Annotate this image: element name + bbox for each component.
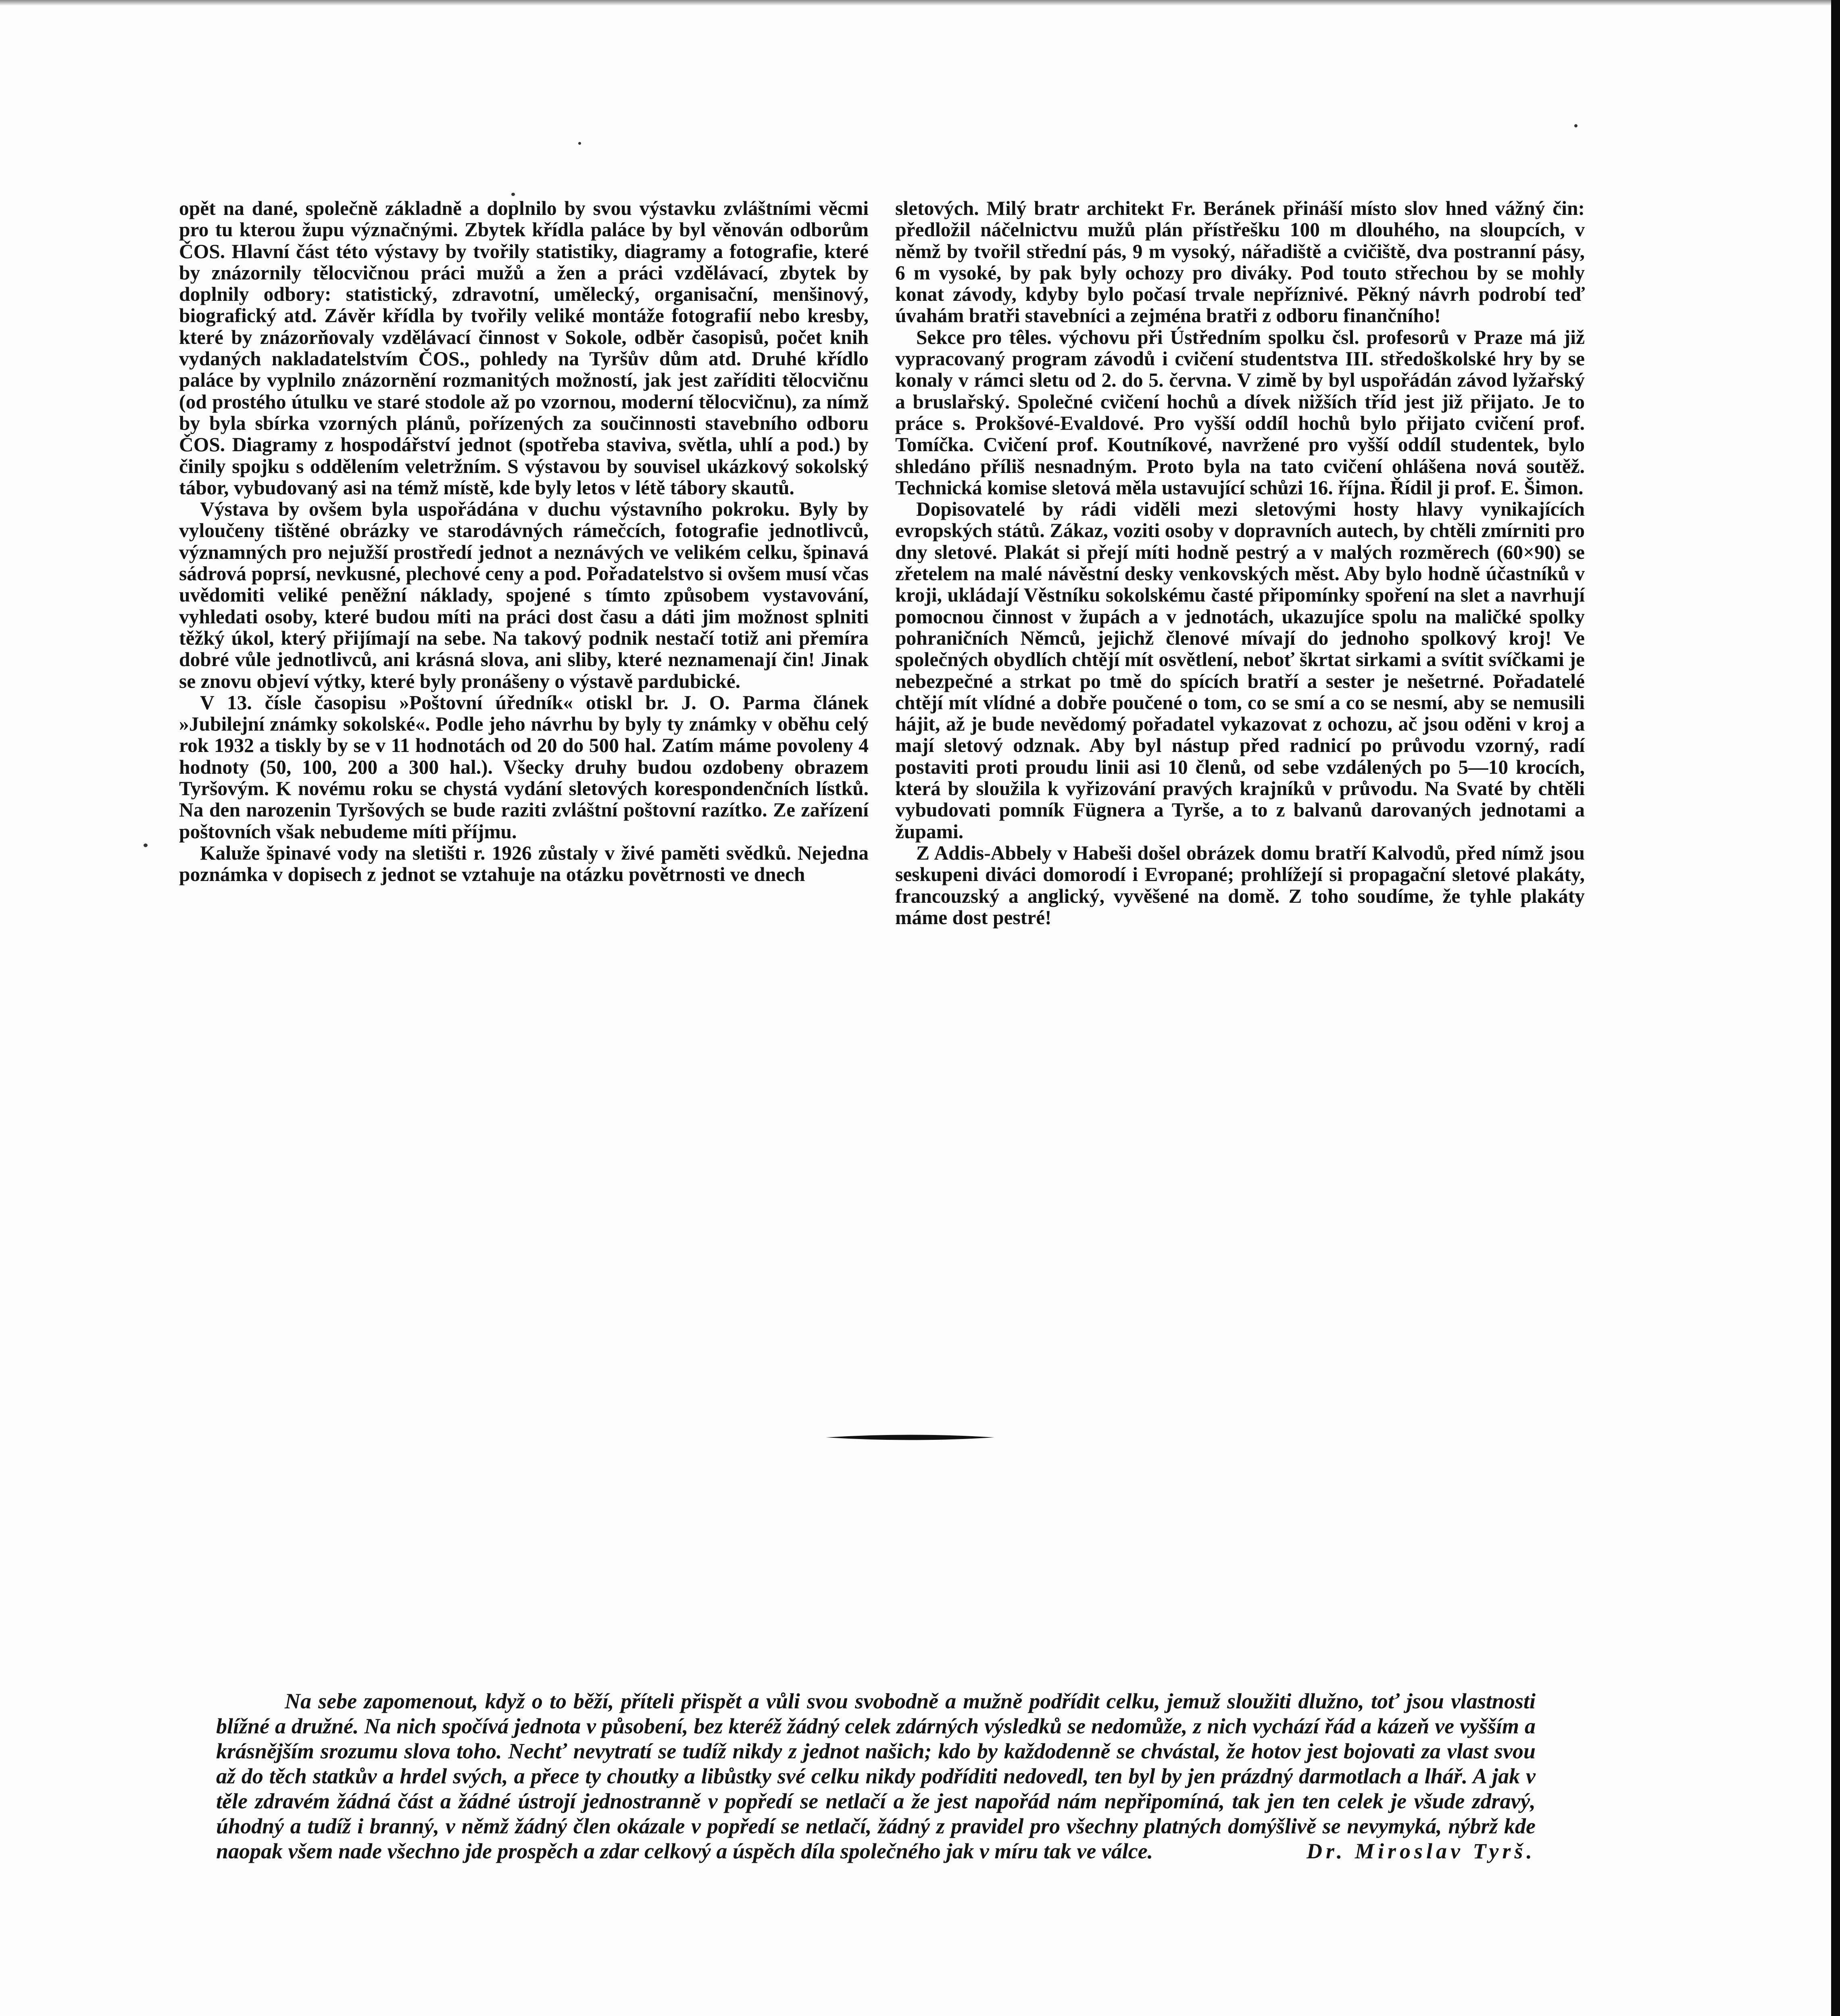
scan-speck bbox=[511, 193, 515, 196]
paragraph: Kaluže špinavé vody na sletišti r. 1926 zůstaly v živé paměti svědků. Nejedna poznámka v dopisech z jednot se vztahuje na otázku povětrnosti ve dnech bbox=[179, 841, 869, 886]
scan-speck bbox=[1574, 124, 1577, 127]
quote-text bbox=[216, 1689, 1536, 1864]
tyrs-quote bbox=[216, 1689, 1536, 1864]
scan-edge-right bbox=[1831, 0, 1840, 2016]
paragraph: Sekce pro têles. výchovu při Ústředním spolku čsl. profesorů v Praze má již vypracovaný program závodů i cvičení studentstva III. středoškolské hry by se konaly v rámci sletu od 2. do 5. června. V zimě by byl uspořádán závod lyžařský a bruslařský. Společné cvičení hochů a dívek nižších tříd jest již přijato. Je to práce s. Prokšové-Evaldové. Pro vyšší oddíl hochů bylo přijato cvičení prof. Tomíčka. Cvičení prof. Koutníkové, navržené pro vyšší oddíl studentek, bylo shledáno příliš nesnadným. Proto byla na tato cvičení ohlášena nová soutěž. Technická komise sletová měla ustavující schůzi 16. října. Řídil ji prof. E. Šimon. bbox=[895, 326, 1585, 499]
section-divider bbox=[826, 1433, 994, 1442]
quote-author: Dr. Miroslav Tyrš. bbox=[1306, 1839, 1536, 1863]
paragraph: Dopisovatelé by rádi viděli mezi sletovými hosty hlavy vynikajících evropských států. Zákaz, voziti osoby v dopravních autech, by chtěli zmírniti pro dny sletové. Plakát si přejí míti hodně pestrý a v malých rozměrech (60×90) se zřetelem na malé návěstní desky venkovských měst. Aby bylo hodně účastníků v kroji, ukládají Věstníku sokolskému časté připomínky spoření na slet a navrhují pomocnou činnost v župách a v jednotách, ukazujíce spolu na maličké spolky pohraničních Němců, jejichž členové mívají do jednoho spolkový kroj! Ve společných obydlích chtějí mít osvětlení, neboť škrtat sirkami a svítit svíčkami je nebezpečné a strkat po tmě do spících bratří a sester je nešetrné. Pořadatelé chtějí mít vlídné a dobře poučené o tom, co se smí a co se nesmí, aby se nemusili hájit, až je bude nevědomý pořadatel vykazovat z ochozu, ač jsou oděni v kroj a mají sletový odznak. Aby byl nástup před radnicí po průvodu vzorný, radí postaviti proti proudu linii asi 10 členů, od sebe vzdálených po 5—10 krocích, která by sloužila k vyřizování pravých krajníků v průvodu. Na Svaté by chtěli vybudovati pomník Fügnera a Tyrše, a to z balvanů darovaných jednotami a župami. bbox=[895, 498, 1585, 843]
article-right-column bbox=[895, 198, 1585, 928]
scan-speck bbox=[144, 843, 148, 847]
paragraph: V 13. čísle časopisu »Poštovní úředník« otiskl br. J. O. Parma článek »Jubilejní známky sokolské«. Podle jeho návrhu by byly ty známky v oběhu celý rok 1932 a tiskly by se v 11 hodnotách od 20 do 500 hal. Zatím máme povoleny 4 hodnoty (50, 100, 200 a 300 hal.). Všecky druhy budou ozdobeny obrazem Tyršovým. K novému roku se chystá vydání sletových korespondenčních lístků. Na den narozenin Tyršových se bude raziti zvláštní poštovní razítko. Ze zařízení poštovních však nebudeme míti příjmu. bbox=[179, 691, 869, 843]
paragraph: opět na dané, společně základně a doplnilo by svou výstavku zvláštními věcmi pro tu kterou župu význačnými. Zbytek křídla paláce by byl věnován odborům ČOS. Hlavní část této výstavy by tvořily statistiky, diagramy a fotografie, které by znázornily tělocvičnou práci mužů a žen a práci vzdělávací, zbytek by doplnily odbory: statistický, zdravotní, umělecký, organisační, menšinový, biografický atd. Závěr křídla by tvořily veliké montáže fotografií nebo kresby, které by znázorňovaly vzdělávací činnost v Sokole, odběr časopisů, počet knih vydaných nakladatelstvím ČOS., pohledy na Tyršův dům atd. Druhé křídlo paláce by vyplnilo znázornění rozmanitých možností, jak jest zaříditi tělocvičnu (od prostého útulku ve staré stodole až po vzornou, moderní tělocvičnu), za nímž by byla sbírka vzorných plánů, pořízených za součinnosti stavebního odboru ČOS. Diagramy z hospodářství jednot (spotřeba staviva, světla, uhlí a pod.) by činily spojku s oddělením veletržním. S výstavou by souvisel ukázkový sokolský tábor, vybudovaný asi na témž místě, kde byly letos v létě tábory skautů. bbox=[179, 197, 869, 499]
paragraph: Výstava by ovšem byla uspořádána v duchu výstavního pokroku. Byly by vyloučeny tištěné obrázky ve starodávných rámečcích, fotografie jednotlivců, významných pro nejužší prostředí jednot a neznávých ve velikém celku, špinavá sádrová poprsí, nevkusné, plechové ceny a pod. Pořadatelstvo si ovšem musí včas uvědomiti veliké peněžní náklady, spojené s tímto způsobem vystavování, vyhledati osoby, které budou míti na práci dost času a dáti jim možnost splniti těžký úkol, který přijímají na sebe. Na takový podnik nestačí totiž ani přemíra dobré vůle jednotlivců, ani krásná slova, ani sliby, které neznamenají čin! Jinak se znovu objeví výtky, které byly pronášeny o výstavě pardubické. bbox=[179, 498, 869, 692]
scan-speck bbox=[578, 142, 581, 145]
scan-edge-top bbox=[0, 0, 1840, 6]
article-left-column bbox=[179, 198, 869, 885]
paragraph: Z Addis-Abbely v Habeši došel obrázek domu bratří Kalvodů, před nímž jsou seskupeni diváci domorodí i Evropané; prohlížejí si propagační sletové plakáty, francouzský a anglický, vyvěšené na domě. Z toho soudíme, že tyhle plakáty máme dost pestré! bbox=[895, 841, 1585, 929]
paragraph: sletových. Milý bratr architekt Fr. Beránek přináší místo slov hned vážný čin: předložil náčelnictvu mužů plán přístřešku 100 m dlouhého, na sloupcích, v němž by tvořil střední pás, 9 m vysoký, nářadiště a cvičiště, dva postranní pásy, 6 m vysoké, by pak byly ochozy pro diváky. Pod touto střechou by se mohly konat závody, kdyby bylo počasí trvale nepříznivé. Pěkný návrh podrobí teď úvahám bratři stavebníci a zejména bratři z odboru finančního! bbox=[895, 197, 1585, 327]
quote-body: Na sebe zapomenout, když o to běží, příteli přispět a vůli svou svobodně a mužně podřídit celku, jemuž sloužiti dlužno, toť jsou vlastnosti blížné a družné. Na nich spočívá jednota v působení, bez kteréž žádný celek zdárných výsledků se nedomůže, z nich vychází řád a kázeň ve vyšším a krásnějším srozumu slova toho. Nechť nevytratí se tudíž nikdy z jednot našich; kdo by každodenně se chvástal, že hotov jest bojovati za vlast svou až do těch statkův a hrdel svých, a přece ty choutky a libůstky své celku nikdy podříditi nedovedl, ten byl by jen prázdný darmotlach a lhář. A jak v těle zdravém žádná část a žádné ústrojí jednostranně v popředí se netlačí a že jest napořád nám nepřipomíná, tak jen ten celek je všude zdravý, úhodný a tudíž i branný, v němž žádný člen okázale v popředí se netlačí, žádný z pravidel pro všechny platných domýšlivě se nevymyká, nýbrž kde naopak všem nade všechno jde prospěch a zdar celkový a úspěch díla společného jak v míru tak ve válce. bbox=[216, 1689, 1536, 1863]
